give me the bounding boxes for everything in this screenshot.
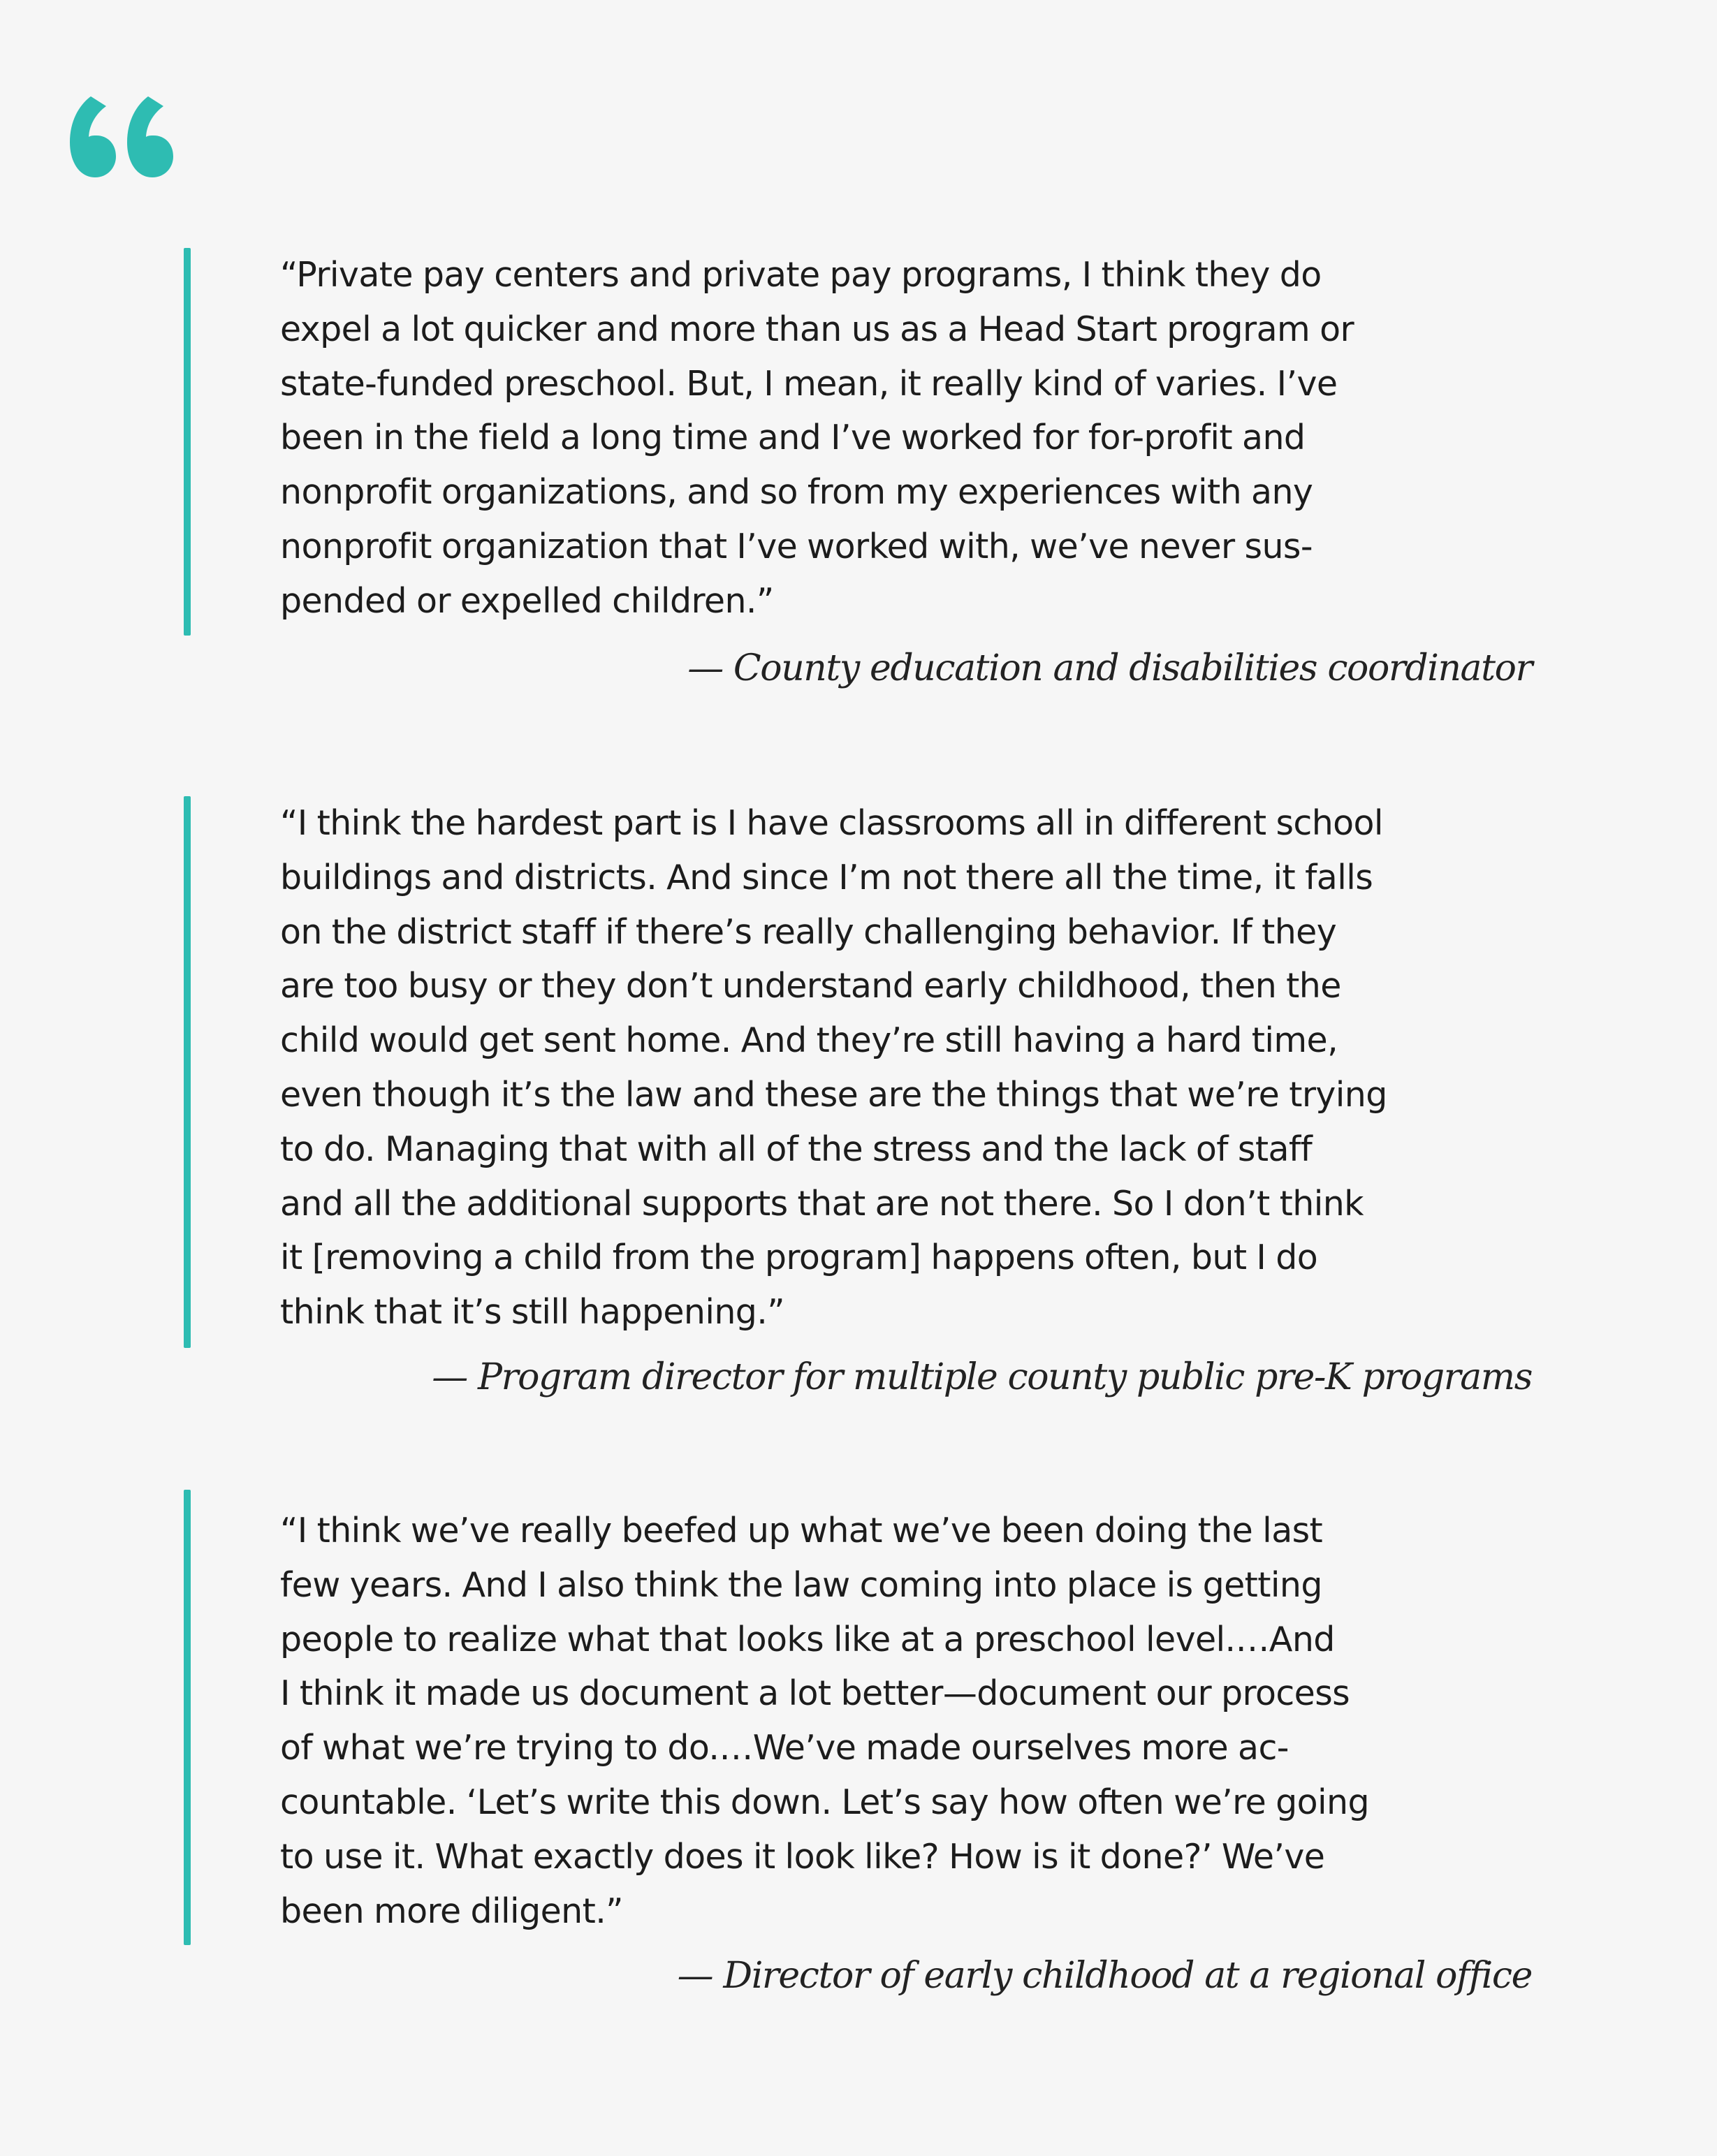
quote-line: pended or expelled children.” bbox=[280, 580, 774, 621]
quote-line: people to realize what that looks like at a preschool level.…And bbox=[280, 1619, 1335, 1659]
quote-line: to do. Managing that with all of the stress and the lack of staff bbox=[280, 1129, 1313, 1169]
quote-line: it [removing a child from the program] happens often, but I do bbox=[280, 1238, 1318, 1278]
quote-line: state-funded preschool. But, I mean, it really kind of varies. I’ve bbox=[280, 363, 1338, 404]
quote-line: nonprofit organization that I’ve worked with, we’ve never sus- bbox=[280, 526, 1313, 566]
quote-line: been more diligent.” bbox=[280, 1891, 623, 1931]
quote-line: on the district staff if there’s really challenging behavior. If they bbox=[280, 911, 1337, 952]
quote-line: even though it’s the law and these are the things that we’re trying bbox=[280, 1074, 1387, 1115]
quote-text bbox=[280, 248, 1546, 629]
quote-block-2 bbox=[184, 796, 1532, 1411]
quote-attribution: — Program director for multiple county public pre-K programs bbox=[432, 1356, 1532, 1398]
quote-line: of what we’re trying to do.…We’ve made ourselves more ac- bbox=[280, 1728, 1289, 1768]
quote-line: think that it’s still happening.” bbox=[280, 1292, 785, 1333]
quote-attribution: — County education and disabilities coordinator bbox=[687, 647, 1532, 689]
quote-line: “I think the hardest part is I have classrooms all in different school bbox=[280, 803, 1383, 843]
quote-line: to use it. What exactly does it look like? How is it done?’ We’ve bbox=[280, 1836, 1325, 1877]
quote-line: I think it made us document a lot better—document our process bbox=[280, 1673, 1350, 1714]
quote-line: “Private pay centers and private pay programs, I think they do bbox=[280, 255, 1322, 295]
quote-line: nonprofit organizations, and so from my experiences with any bbox=[280, 472, 1313, 513]
quote-accent-bar bbox=[184, 1490, 191, 1945]
quote-block-1 bbox=[184, 248, 1532, 695]
quote-text bbox=[280, 1504, 1546, 1938]
quote-line: expel a lot quicker and more than us as a Head Start program or bbox=[280, 309, 1354, 349]
quote-line: are too busy or they don’t understand early childhood, then the bbox=[280, 966, 1341, 1006]
quote-line: and all the additional supports that are not there. So I don’t think bbox=[280, 1183, 1364, 1224]
quote-line: buildings and districts. And since I’m not there all the time, it falls bbox=[280, 857, 1373, 897]
quote-accent-bar bbox=[184, 248, 191, 636]
quote-line: been in the field a long time and I’ve worked for for-profit and bbox=[280, 418, 1306, 458]
quote-line: child would get sent home. And they’re still having a hard time, bbox=[280, 1020, 1338, 1061]
quote-accent-bar bbox=[184, 796, 191, 1348]
quote-attribution: — Director of early childhood at a regional office bbox=[677, 1955, 1532, 1997]
quote-line: “I think we’ve really beefed up what we’ve been doing the last bbox=[280, 1511, 1323, 1550]
quote-line: countable. ‘Let’s write this down. Let’s say how often we’re going bbox=[280, 1782, 1369, 1822]
opening-double-quote-icon bbox=[67, 95, 179, 182]
quote-line: few years. And I also think the law coming into place is getting bbox=[280, 1564, 1322, 1605]
quote-block-3 bbox=[184, 1490, 1532, 2021]
quote-text bbox=[280, 796, 1546, 1340]
